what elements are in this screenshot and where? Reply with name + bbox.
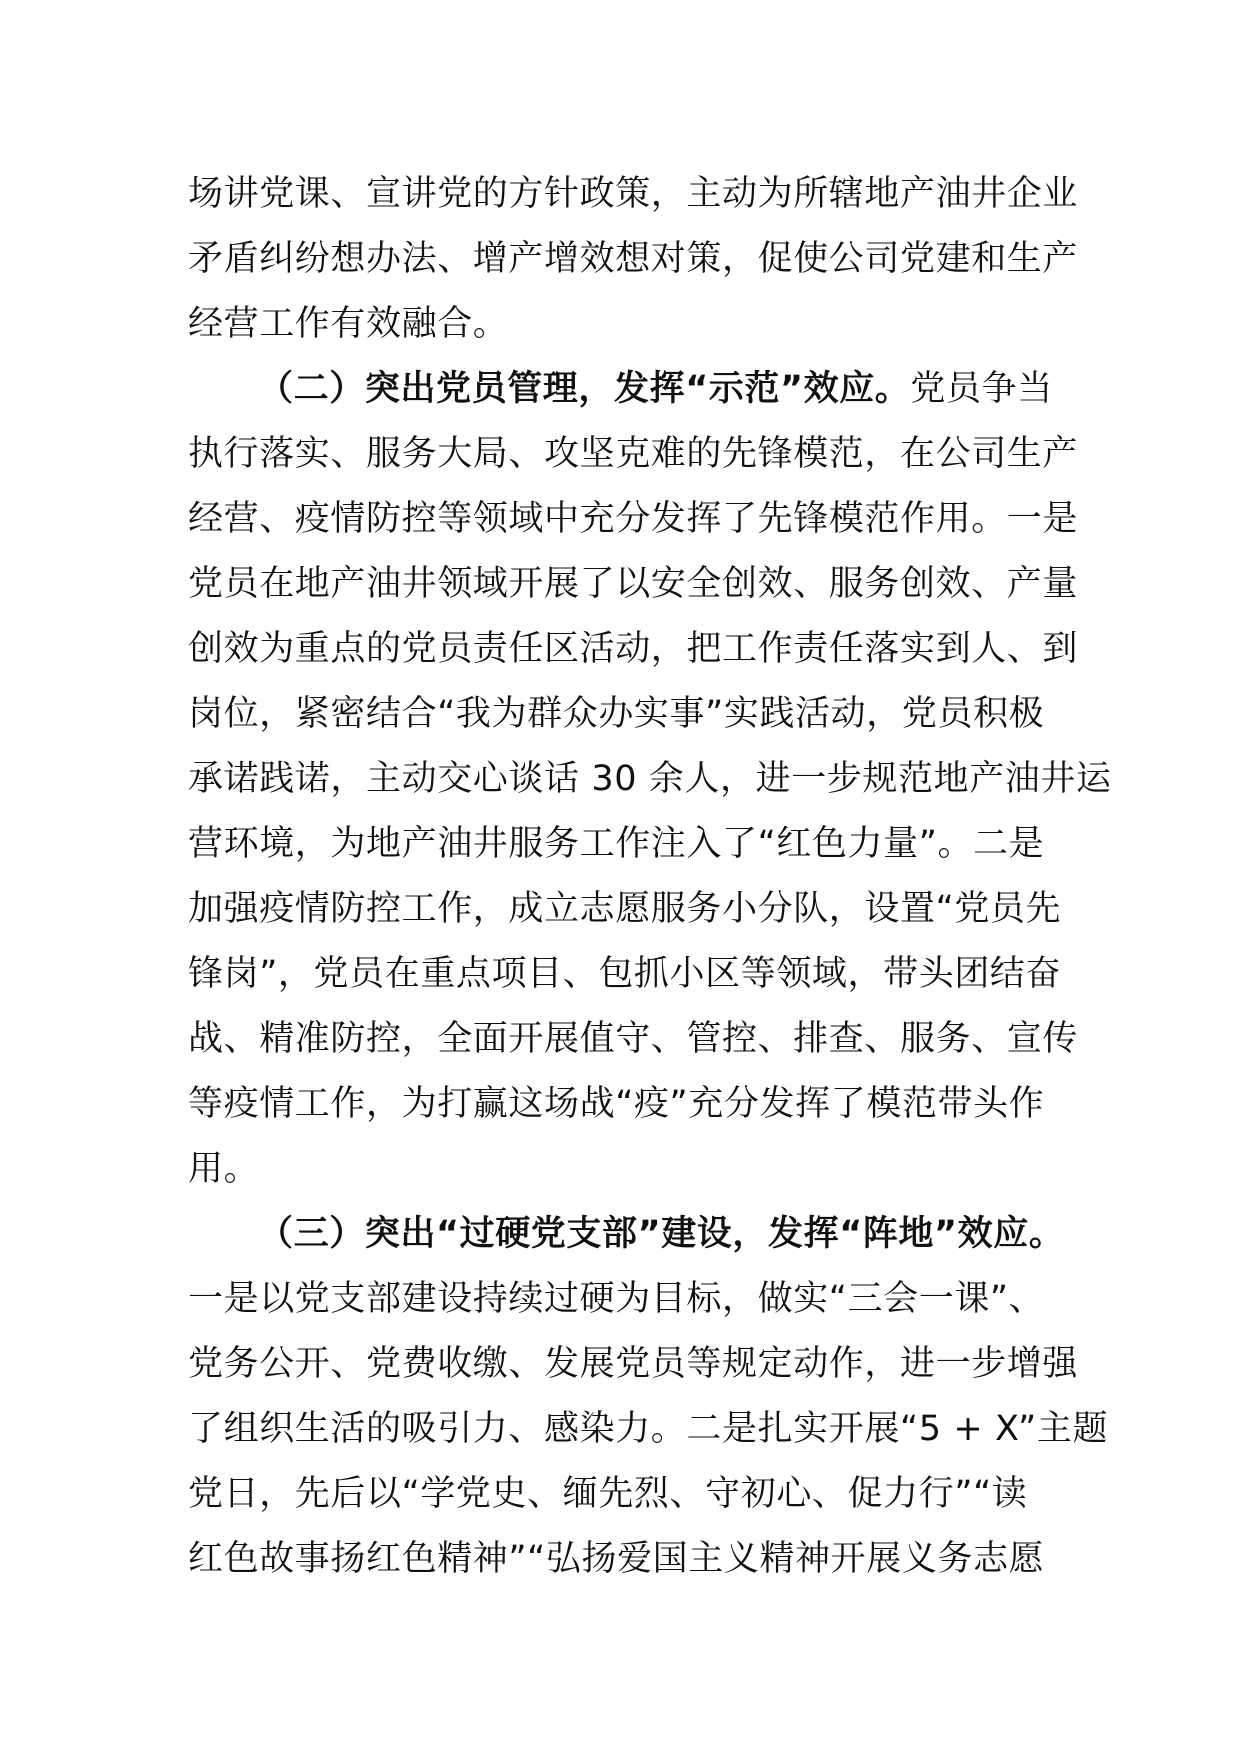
text-fragment: 党员争当 bbox=[910, 369, 1053, 409]
text-line: 了组织生活的吸引力、感染力。二是扎实开展“5 + X”主题 bbox=[188, 1409, 1109, 1449]
section-heading-line bbox=[188, 1202, 1065, 1267]
text-line: 执行落实、服务大局、攻坚克难的先锋模范，在公司生产 bbox=[188, 434, 1079, 474]
text-line: 创效为重点的党员责任区活动，把工作责任落实到人、到 bbox=[188, 629, 1079, 669]
text-line: 等疫情工作，为打赢这场战“疫”充分发挥了模范带头作 bbox=[188, 1084, 1045, 1124]
text-line: 红色故事扬红色精神”“弘扬爱国主义精神开展义务志愿 bbox=[188, 1539, 1045, 1579]
text-line: 承诺践诺，主动交心谈话 30 余人，进一步规范地产油井运 bbox=[188, 759, 1112, 799]
text-line: 党员在地产油井领域开展了以安全创效、服务创效、产量 bbox=[188, 564, 1079, 604]
text-line: 一是以党支部建设持续过硬为目标，做实“三会一课”、 bbox=[188, 1279, 1045, 1319]
text-line: 经营、疫情防控等领域中充分发挥了先锋模范作用。一是 bbox=[188, 499, 1079, 539]
text-line: 党务公开、党费收缴、发展党员等规定动作，进一步增强 bbox=[188, 1344, 1079, 1384]
text-line: 锋岗”，党员在重点项目、包抓小区等领域，带头团结奋 bbox=[188, 954, 1062, 994]
text-line: 经营工作有效融合。 bbox=[188, 304, 509, 344]
section-heading-line bbox=[188, 357, 1058, 422]
text-line: 岗位，紧密结合“我为群众办实事”实践活动，党员积极 bbox=[188, 694, 1045, 734]
text-line: 矛盾纠纷想办法、增产增效想对策，促使公司党建和生产 bbox=[188, 239, 1079, 279]
text-line: 加强疫情防控工作，成立志愿服务小分队，设置“党员先 bbox=[188, 889, 1062, 929]
section-heading: （三）突出“过硬党支部”建设，发挥“阵地”效应。 bbox=[258, 1214, 1065, 1254]
text-line: 战、精准防控，全面开展值守、管控、排查、服务、宣传 bbox=[188, 1019, 1079, 1059]
text-line: 营环境，为地产油井服务工作注入了“红色力量”。二是 bbox=[188, 824, 1045, 864]
text-line: 场讲党课、宣讲党的方针政策，主动为所辖地产油井企业 bbox=[188, 174, 1079, 214]
text-line: 党日，先后以“学党史、缅先烈、守初心、促力行”“读 bbox=[188, 1474, 1028, 1514]
body-text bbox=[188, 162, 1112, 1592]
text-line: 用。 bbox=[188, 1149, 260, 1189]
section-heading: （二）突出党员管理，发挥“示范”效应。 bbox=[258, 369, 911, 409]
